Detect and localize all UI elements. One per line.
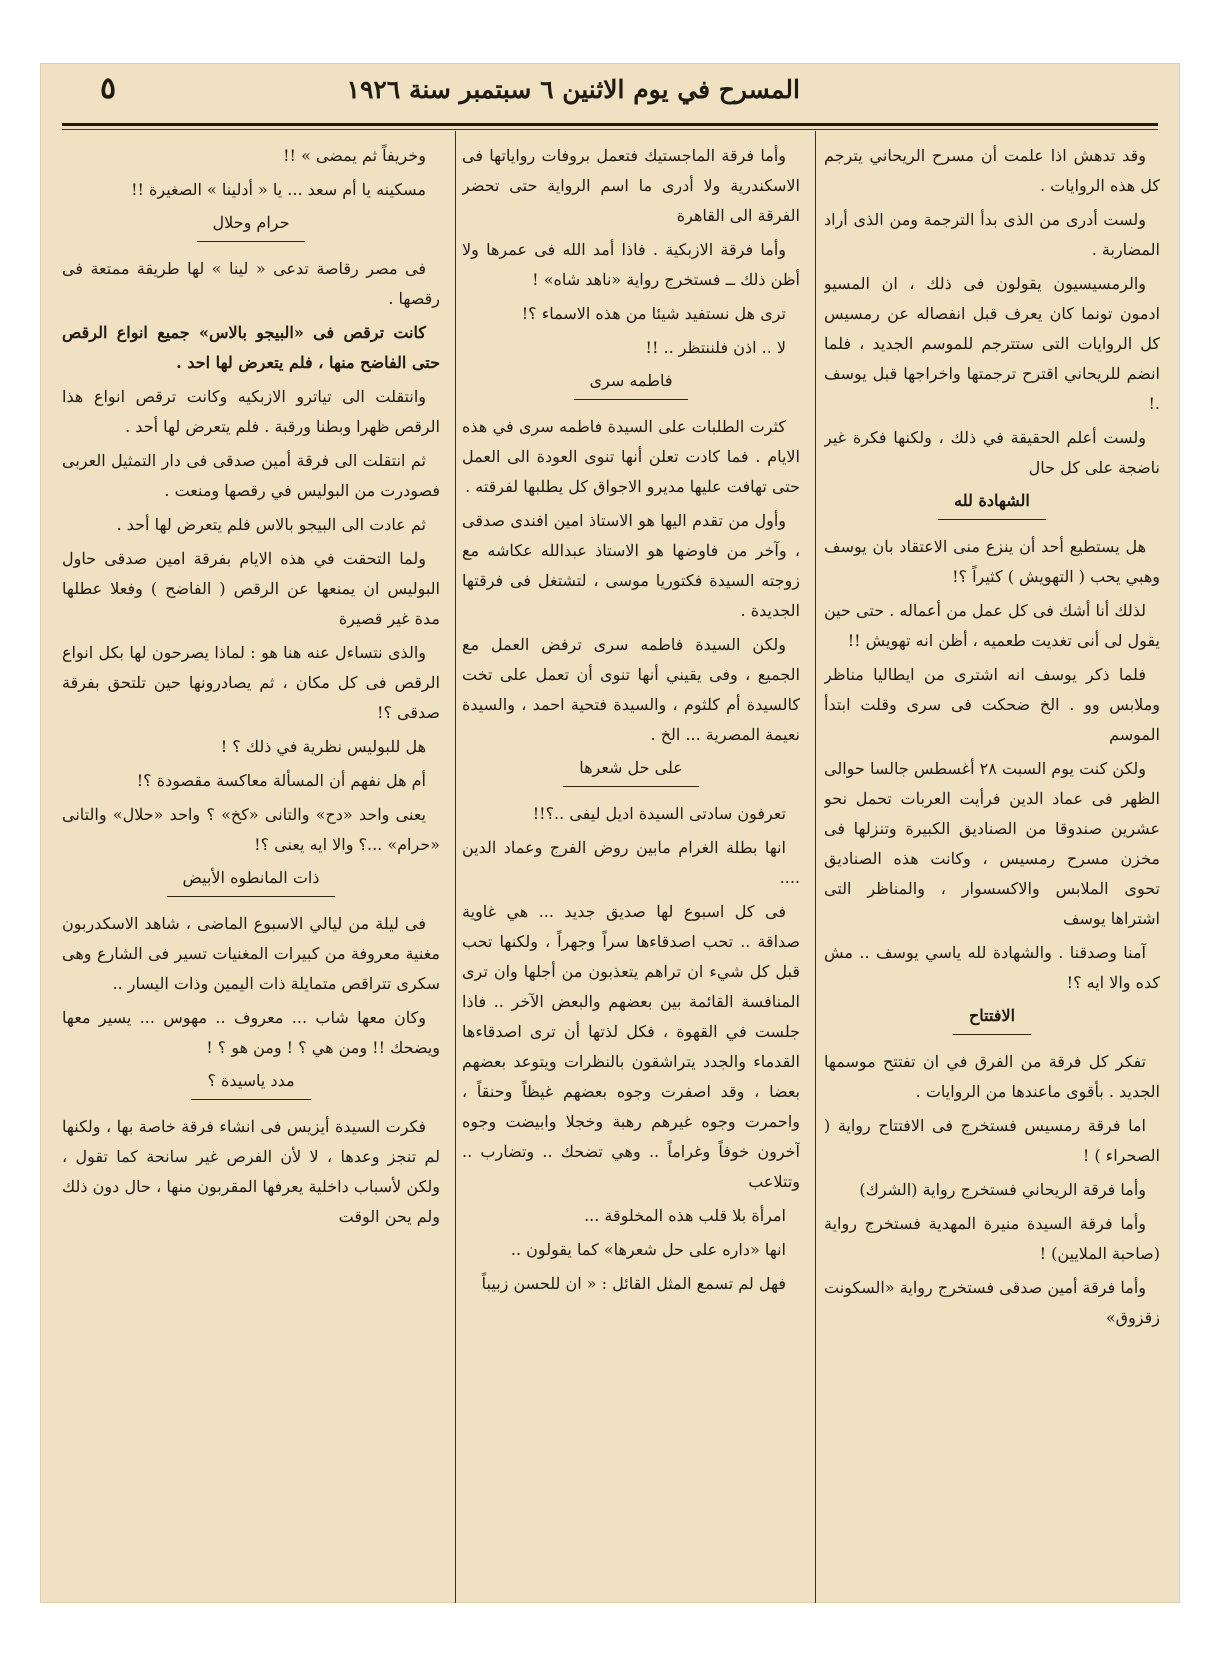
paragraph: ولست أعلم الحقيقة في ذلك ، ولكنها فكرة غير ناضجة على كل حال: [824, 428, 1160, 477]
section-heading: حرام وحلال: [197, 211, 306, 242]
paragraph: فلما ذكر يوسف انه اشترى من ايطاليا مناظر وملابس وو . الخ ضحكت فى سرى وقلت ابتدأ الموسم: [824, 665, 1160, 744]
paragraph: وقد تدهش اذا علمت أن مسرح الريحاني يترجم كل هذه الروايات .: [824, 146, 1160, 195]
paragraph: وكان معها شاب ... معروف .. مهوس ... يسير معها ويضحك !! ومن هي ؟ ! ومن هو ؟ !: [62, 1008, 440, 1057]
page-number: ٥: [100, 71, 117, 106]
section-heading: الشهادة لله: [938, 489, 1046, 520]
paragraph: ولكن السيدة فاطمه سرى ترفض العمل مع الجميع ، وفى يقيني أنها تنوى أن تعمل على تخت كالسيدة أم كلثوم ، والسيدة فتحية احمد ، والسيدة نعيمة المصرية ... الخ .: [462, 635, 800, 744]
paragraph: أم هل نفهم أن المسألة معاكسة مقصودة ؟!: [136, 771, 426, 790]
paragraph: وأما فرقة الازبكية . فاذا أمد الله فى عمرها ولا أظن ذلك ــ فستخرج رواية «ناهد شاه» !: [462, 240, 800, 289]
header-rule-thin: [62, 129, 1158, 130]
paragraph: والرمسيسيون يقولون فى ذلك ، ان المسيو ادمون تونما كان يعرف قبل انفصاله عن رمسيس كل الروايات التى ستترجم للموسم الجديد ، فلما انضم للريحاني اقترح ترجمتها واخراجها قبل يوسف .!: [824, 274, 1160, 413]
paragraph: هل للبوليس نظرية في ذلك ؟ !: [220, 737, 426, 756]
column-divider: [815, 131, 816, 1603]
header-rule: [62, 123, 1158, 126]
paragraph: وأما فرقة الماجستيك فتعمل بروفات رواياتها فى الاسكندرية ولا أدرى ما اسم الرواية حتى تحضر الفرقة الى القاهرة: [462, 146, 800, 225]
paragraph: تعرفون سادتى السيدة اديل ليفى ..؟!!: [532, 804, 786, 823]
paragraph: ثم انتقلت الى فرقة أمين صدقى فى دار التمثيل العربى فصودرت من البوليس في رقصها ومنعت .: [62, 451, 440, 500]
paragraph: ترى هل نستفيد شيئا من هذه الاسماء ؟!: [521, 304, 786, 323]
paragraph: وانتقلت الى تياترو الازبكيه وكانت ترقص انواع هذا الرقص ظهرا وبطنا ورقبة . فلم يتعرض لها أحد .: [62, 387, 440, 436]
section-heading: مدد ياسيدة ؟: [191, 1069, 310, 1100]
paragraph: فهل لم تسمع المثل القائل : « ان للحسن زبيباً: [481, 1274, 786, 1293]
paragraph: لا .. اذن فلننتظر .. !!: [645, 338, 786, 357]
masthead: [40, 71, 1180, 121]
paragraph: كثرت الطلبات على السيدة فاطمه سرى في هذه الايام . فما كادت تعلن أنها تنوى العودة الى العمل حتى تهافت عليها مديرو الاجواق كل يطلبها لفرقته .: [462, 417, 800, 496]
paragraph: هل يستطيع أحد أن ينزع منى الاعتقاد بان يوسف وهبي يحب ( التهويش ) كثيراً ؟!: [824, 537, 1160, 586]
paragraph: وأما فرقة الريحاني فستخرج رواية (الشرك): [859, 1180, 1146, 1199]
page-title: المسرح في يوم الاثنين ٦ سبتمبر سنة ١٩٢٦: [346, 75, 800, 104]
paragraph: وخريفاً ثم يمضى » !!: [283, 146, 426, 165]
paragraph: ولست أدرى من الذى بدأ الترجمة ومن الذى أراد المضاربة .: [824, 210, 1160, 259]
paragraph: لذلك أنا أشك فى كل عمل من أعماله . حتى حين يقول لى أنى تغديت طعميه ، أظن انه تهويش !!: [824, 601, 1160, 650]
paragraph: مسكينه يا أم سعد ... يا « أدلينا » الصغيرة !!: [131, 180, 426, 199]
paragraph: والذى نتساءل عنه هنا هو : لماذا يصرحون لها بكل انواع الرقص فى كل مكان ، ثم يصادرونها حين تلتحق بفرقة صدقى ؟!: [62, 643, 440, 722]
paragraph: تفكر كل فرقة من الفرق في ان تفتتح موسمها الجديد . بأقوى ماعندها من الروايات .: [824, 1052, 1160, 1101]
paragraph: وأول من تقدم اليها هو الاستاذ امين افندى صدقى ، وآخر من فاوضها هو الاستاذ عبدالله عكاشه مع زوجته السيدة فكتوريا موسى ، لتشتغل فى فرقتها الجديدة .: [462, 511, 800, 620]
paragraph: اما فرقة رمسيس فستخرج فى الافتتاح رواية ( الصحراء ) !: [824, 1116, 1160, 1165]
paragraph: ولما التحقت في هذه الايام بفرقة امين صدقى حاول البوليس ان يمنعها عن الرقص ( الفاضح ) وفعلا عطلها مدة غير قصيرة: [62, 549, 440, 628]
column-middle: [462, 141, 800, 1599]
paragraph: فى ليلة من ليالي الاسبوع الماضى ، شاهد الاسكدربون مغنية معروفة من كبيرات المغنيات تسير فى الشارع وهى سكرى تتراقص متمايلة ذات اليمين وذات اليسار ..: [62, 914, 440, 993]
paragraph: انها بطلة الغرام مابين روض الفرج وعماد الدين ....: [462, 838, 800, 887]
paragraph: ولكن كنت يوم السبت ٢٨ أغسطس جالسا حوالى الظهر فى عماد الدين فرأيت العربات تحمل نحو عشرين صندوقا من الصناديق الكبيرة وتنزلها فى مخزن مسرح رمسيس ، وكانت هذه الصناديق تحوى الملابس والاكسسوار ، والمناظر التى اشتراها يوسف: [824, 759, 1160, 928]
paragraph: وأما فرقة السيدة منيرة المهدية فستخرج رواية (صاحبة الملايين) !: [824, 1214, 1160, 1263]
column-right: [824, 141, 1160, 1599]
section-heading: على حل شعرها: [563, 756, 699, 787]
section-heading: فاطمه سرى: [574, 369, 689, 400]
newspaper-page: [40, 63, 1180, 1603]
paragraph: كانت ترقص فى «البيجو بالاس» جميع انواع الرقص حتى الفاضح منها ، فلم يتعرض لها احد .: [62, 323, 440, 372]
section-heading: الافتتاح: [953, 1004, 1031, 1035]
paragraph: فكرت السيدة أيزيس فى انشاء فرقة خاصة بها ، ولكنها لم تنجز وعدها ، لا لأن الفرص غير سانحة كما تقول ، ولكن لأسباب داخلية يعرفها المقربون منها ، حال دون ذلك ولم يحن الوقت: [62, 1117, 440, 1226]
paragraph: آمنا وصدقنا . والشهادة لله ياسي يوسف .. مش كده والا ايه ؟!: [824, 943, 1160, 992]
paragraph: فى كل اسبوع لها صديق جديد ... هي غاوية صداقة .. تحب اصدقاءها سراً وجهراً ، ولكنها تحب قبل كل شيء ان تراهم يتعذبون من أجلها وان ترى المنافسة القائمة بين بعضهم والبعض الآخر .. فاذا جلست في القهوة ، فكل لذتها أن ترى اصدقاءها القدماء والجدد يتراشقون بالنظرات ويتوعد بعضهم بعضا ، وقد اصفرت وجوه بعضهم غيظاً وحنقاً ، واحمرت وجوه غيرهم رهبة وخجلا وابيضت وجوه آخرون خوفاً وغراماً .. وهي تضحك .. وتضارب .. وتتلاعب: [462, 902, 800, 1191]
paragraph: انها «داره على حل شعرها» كما يقولون ..: [510, 1240, 786, 1259]
column-left: [62, 141, 440, 1599]
paragraph: وأما فرقة أمين صدقى فستخرج رواية «السكونت زقزوق»: [824, 1278, 1160, 1327]
paragraph: يعنى واحد «دح» والتانى «كخ» ؟ واحد «حلال» والتانى «حرام» ...؟ والا ايه يعنى ؟!: [62, 805, 440, 854]
paragraph: ثم عادت الى البيجو بالاس فلم يتعرض لها أحد .: [116, 515, 426, 534]
paragraph: فى مصر رقاصة تدعى « لينا » لها طريقة ممتعة فى رقصها .: [62, 259, 440, 308]
column-divider: [455, 131, 456, 1603]
section-heading: ذات المانطوه الأبيض: [167, 866, 336, 897]
paragraph: امرأة بلا قلب هذه المخلوقة ...: [584, 1206, 786, 1225]
